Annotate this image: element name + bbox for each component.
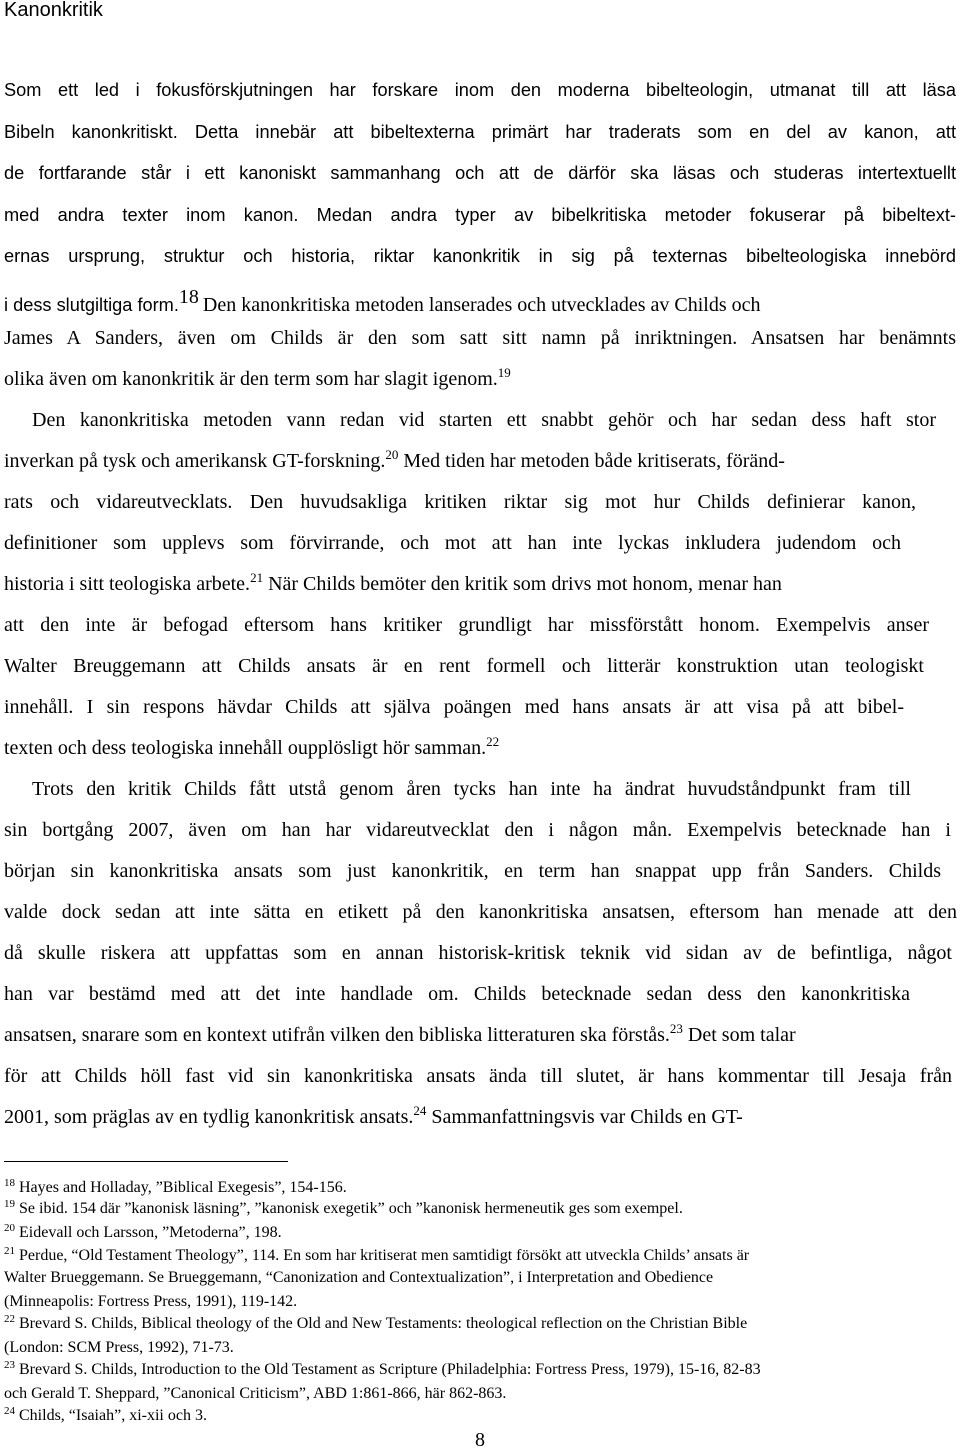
body-line: de fortfarande står i ett kanoniskt sammanhang och att de därför ska läsas och studeras intertextuellt	[4, 163, 956, 183]
body-line	[4, 1023, 956, 1047]
body-text: När Childs bemöter den kritik som drivs mot honom, menar han	[268, 573, 782, 595]
footnote-number: 19	[4, 1198, 15, 1210]
footnote-ref[interactable]: 19	[497, 365, 511, 380]
body-text: Med tiden har metoden både kritiserats, föränd-	[403, 450, 785, 472]
body-text: i dess slutgiltiga form.	[4, 295, 179, 315]
body-text: 2001, som präglas av en tydlig kanonkritisk ansats.	[4, 1106, 414, 1128]
body-text: historia i sitt teologiska arbete.	[4, 573, 251, 595]
footnote	[4, 1360, 956, 1380]
body-line: sin bortgång 2007, även om han har vidareutvecklat den i någon mån. Exempelvis betecknade han i	[4, 819, 951, 841]
footnote-continuation: och Gerald T. Sheppard, ”Canonical Criticism”, ABD 1:861-866, här 862-863.	[4, 1385, 507, 1402]
footnote	[4, 1406, 956, 1426]
footnote-ref[interactable]: 23	[669, 1021, 683, 1036]
body-line: han var bestämd med att det inte handlade om. Childs betecknade sedan dess den kanonkritiska	[4, 983, 910, 1005]
footnote	[4, 1246, 956, 1266]
body-line	[4, 572, 956, 596]
body-line: rats och vidareutvecklats. Den huvudsakliga kritiken riktar sig mot hur Childs definierar kanon,	[4, 491, 916, 513]
footnote-continuation: (London: SCM Press, 1992), 71-73.	[4, 1339, 234, 1356]
body-text: Det som talar	[687, 1024, 796, 1046]
footnote-text: Eidevall och Larsson, ”Metoderna”, 198.	[19, 1224, 282, 1241]
footnote-continuation: (Minneapolis: Fortress Press, 1991), 119-142.	[4, 1293, 298, 1310]
body-text: texten och dess teologiska innehåll oupplösligt hör samman.	[4, 737, 487, 759]
footnote-number: 21	[4, 1245, 15, 1257]
footnote	[4, 1178, 956, 1198]
body-line-mixed	[4, 285, 956, 317]
body-text: Den kanonkritiska metoden lanserades och utvecklades av Childs och	[202, 294, 761, 316]
body-text: inverkan på tysk och amerikansk GT-forskning.	[4, 450, 386, 472]
body-text: ansatsen, snarare som en kontext utifrån vilken den bibliska litteraturen ska förstås.	[4, 1024, 670, 1046]
body-text: Sammanfattningsvis var Childs en GT-	[431, 1106, 743, 1128]
body-line: Den kanonkritiska metoden vann redan vid starten ett snabbt gehör och har sedan dess haft stor	[32, 409, 936, 431]
body-line	[4, 736, 956, 760]
body-line: Bibeln kanonkritiskt. Detta innebär att bibeltexterna primärt har traderats som en del av kanon, att	[4, 122, 956, 142]
body-line: att den inte är befogad eftersom hans kritiker grundligt har missförstått honom. Exempelvis anser	[4, 614, 929, 636]
footnote-ref[interactable]: 21	[250, 570, 264, 585]
footnote-text: Childs, “Isaiah”, xi-xii och 3.	[19, 1407, 207, 1424]
footnote-ref[interactable]: 20	[385, 447, 399, 462]
footnote	[4, 1314, 956, 1334]
footnote	[4, 1199, 956, 1219]
footnote-continuation: Walter Brueggemann. Se Brueggemann, “Canonization and Contextualization”, i Interpretation and Obedience	[4, 1269, 714, 1286]
body-line: innehåll. I sin respons hävdar Childs att själva poängen med hans ansats är att visa på att bibel-	[4, 696, 904, 718]
body-text: olika även om kanonkritik är den term som har slagit igenom.	[4, 368, 498, 390]
page-number: 8	[475, 1429, 485, 1451]
body-line: Walter Breuggemann att Childs ansats är en rent formell och litterär konstruktion utan teologiskt	[4, 655, 924, 677]
footnote-number: 22	[4, 1313, 15, 1325]
footnote-number: 23	[4, 1359, 15, 1371]
body-line: ernas ursprung, struktur och historia, riktar kanonkritik in sig på texternas bibelteologiska innebörd	[4, 246, 956, 266]
body-line	[4, 449, 956, 473]
footnote-number: 20	[4, 1222, 15, 1234]
footnote-ref[interactable]: 22	[486, 734, 500, 749]
body-line: med andra texter inom kanon. Medan andra typer av bibelkritiska metoder fokuserar på bibeltext-	[4, 205, 956, 225]
footnote-ref[interactable]: 24	[413, 1103, 427, 1118]
body-line: då skulle riskera att uppfattas som en annan historisk-kritisk teknik vid sidan av de befintliga, något	[4, 942, 952, 964]
footnote-number: 24	[4, 1405, 15, 1417]
footnote-number: 18	[4, 1177, 15, 1189]
footnote-text: Perdue, “Old Testament Theology”, 114. En som har kritiserat men samtidigt försökt att utveckla Childs’ ansats är	[19, 1247, 750, 1264]
footnote-text: Se ibid. 154 där ”kanonisk läsning”, ”kanonisk exegetik” och ”kanonisk hermeneutik ges som exempel.	[19, 1200, 683, 1217]
body-line	[4, 367, 956, 391]
body-line: definitioner som upplevs som förvirrande, och mot att han inte lyckas inkludera judendom och	[4, 532, 901, 554]
body-line: Som ett led i fokusförskjutningen har forskare inom den moderna bibelteologin, utmanat till att läsa	[4, 80, 956, 100]
footnote-text: Brevard S. Childs, Biblical theology of the Old and New Testaments: theological reflection on the Christian Bible	[19, 1315, 748, 1332]
body-line: Trots den kritik Childs fått utstå genom åren tycks han inte ha ändrat huvudståndpunkt fram till	[32, 778, 911, 800]
footnote-text: Brevard S. Childs, Introduction to the Old Testament as Scripture (Philadelphia: Fortress Press, 1979), 15-16, 82-83	[19, 1361, 761, 1378]
footnote	[4, 1223, 956, 1243]
footnote-ref[interactable]: 18	[178, 286, 199, 308]
body-line: för att Childs höll fast vid sin kanonkritiska ansats ända till slutet, är hans kommentar till Jesaja från	[4, 1065, 952, 1087]
section-heading: Kanonkritik	[4, 0, 103, 21]
body-line: James A Sanders, även om Childs är den som satt sitt namn på inriktningen. Ansatsen har benämnts	[4, 327, 956, 349]
footnote-text: Hayes and Holladay, ”Biblical Exegesis”, 154-156.	[19, 1179, 347, 1196]
body-line	[4, 1105, 956, 1129]
body-line: valde dock sedan att inte sätta en etikett på den kanonkritiska ansatsen, eftersom han menade att den	[4, 901, 957, 923]
body-line: början sin kanonkritiska ansats som just kanonkritik, en term han snappat upp från Sanders. Childs	[4, 860, 941, 882]
footnote-divider	[4, 1161, 288, 1162]
